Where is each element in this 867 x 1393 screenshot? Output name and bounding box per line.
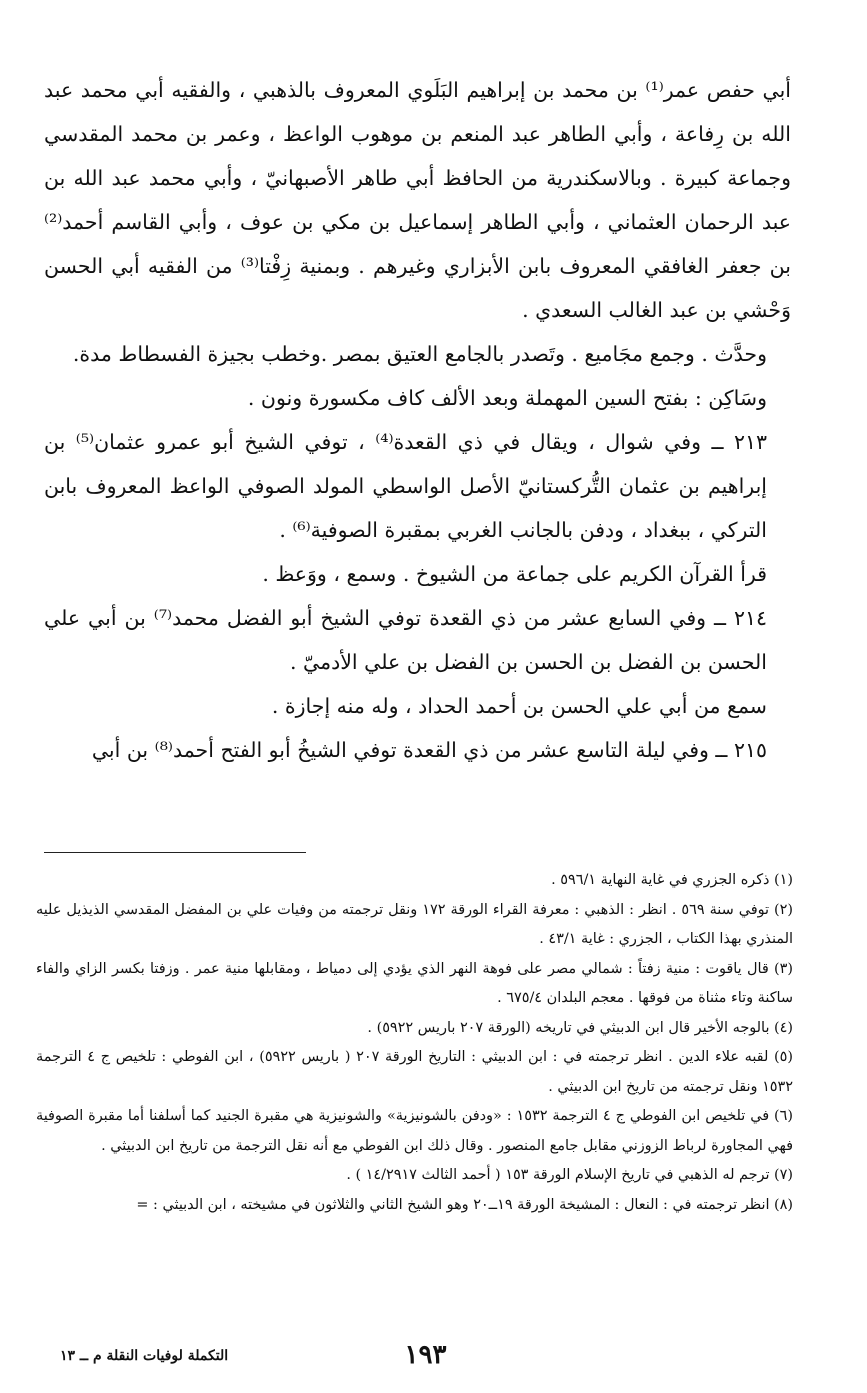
footnote-2: (٢) توفي سنة ٥٦٩ . انظر : الذهبي : معرفة القراء الورقة ١٧٢ ونقل ترجمته من وفيات علي بن المفضل المقدسي الذيذيل عليه المنذري بهذا الكتاب ، الجزري : غاية ٤٣/١ . <box>36 901 794 947</box>
paragraph-hadith: وحدَّث . وجمع مجَاميع . وتَصدر بالجامع العتيق بمصر .وخطب بجيزة الفسطاط مدة. <box>72 342 767 366</box>
footnotes <box>36 866 793 1220</box>
entry-215: ٢١٥ ــ وفي ليلة التاسع عشر من ذي القعدة توفي الشيخُ أبو الفتح أحمد⁽⁸⁾ بن أبي <box>91 738 767 762</box>
footnote-divider <box>44 852 306 853</box>
footnote-7: (٧) ترجم له الذهبي في تاريخ الإسلام الورقة ١٥٣ ( أحمد الثالث ١٤/٢٩١٧ ) . <box>346 1167 793 1183</box>
entry-213: ٢١٣ ــ وفي شوال ، ويقال في ذي القعدة⁽⁴⁾ ، توفي الشيخ أبو عمرو عثمان⁽⁵⁾ بن إبراهيم بن عثمان التُّركستانيّ الأصل الواسطي المولد الصوفي الواعظ المعروف بابن التركي ، ببغداد ، ودفن بالجانب الغربي بمقبرة الصوفية⁽⁶⁾ . <box>44 430 767 542</box>
footnote-8: (٨) انظر ترجمته في : النعال : المشيخة الورقة ١٩ــ٢٠ وهو الشيخ الثاني والثلاثون في مشيخته ، ابن الدبيثي : = <box>136 1196 793 1213</box>
page-footer <box>60 1340 791 1372</box>
paragraph-saakin: وسَاكِن : بفتح السين المهملة وبعد الألف كاف مكسورة ونون . <box>247 386 767 410</box>
footnote-6: (٦) في تلخيص ابن الفوطي ج ٤ الترجمة ١٥٣٢ : «ودفن بالشونيزية» والشونيزية هي مقبرة الجنيد كما أسلفنا أما مقبرة الصوفية فهي المجاورة لرباط الزوزني مقابل جامع المنصور . وقال ذلك ابن الفوطي مع أنه نقل الترجمة من تاريخ ابن الدبيثي . <box>36 1108 794 1154</box>
running-footer: التكملة لوفيات النقلة م ــ ١٣ <box>60 1348 229 1364</box>
footnote-5: (٥) لقبه علاء الدين . انظر ترجمته في : ابن الدبيثي : التاريخ الورقة ٢٠٧ ( باريس ٥٩٢٢) ، ابن الفوطي : تلخيص ج ٤ الترجمة ١٥٣٢ ونقل ترجمته من تاريخ ابن الدبيثي . <box>36 1049 794 1095</box>
main-text <box>44 68 791 772</box>
entry-214: ٢١٤ ــ وفي السابع عشر من ذي القعدة توفي الشيخ أبو الفضل محمد⁽⁷⁾ بن أبي علي الحسن بن الفضل بن الحسن بن الفضل بن علي الأدميّ . <box>44 606 767 674</box>
entry-213-detail: قرأ القرآن الكريم على جماعة من الشيوخ . وسمع ، ووَعظ . <box>262 562 767 586</box>
footnote-1: (١) ذكره الجزري في غاية النهاية ٥٩٦/١ . <box>551 872 793 888</box>
footnote-3: (٣) قال ياقوت : منية زفتاً : شمالي مصر على فوهة النهر الذي يؤدي إلى دمياط ، ومقابلها منية عمر . وزفتا بكسر الزاي والفاء ساكنة وتاء مثناة من فوقها . معجم البلدان ٦٧٥/٤ . <box>36 960 793 1006</box>
page-number: ١٩٣ <box>404 1340 447 1370</box>
paragraph-continuation: أبي حفص عمر⁽¹⁾ بن محمد بن إبراهيم البَلَوي المعروف بالذهبي ، والفقيه أبي محمد عبد الله بن رِفاعة ، وأبي الطاهر عبد المنعم بن موهوب الواعظ ، وعمر بن محمد المقدسي وجماعة كبيرة . وبالاسكندرية من الحافظ أبي طاهر الأصبهانيّ ، وأبي محمد عبد الله بن عبد الرحمان العثماني ، وأبي الطاهر إسماعيل بن مكي بن عوف ، وأبي القاسم أحمد⁽²⁾ بن جعفر الغافقي المعروف بابن الأبزاري وغيرهم . وبمنية زِفْتا⁽³⁾ من الفقيه أبي الحسن وَحْشي بن عبد الغالب السعدي . <box>44 78 791 322</box>
entry-214-detail: سمع من أبي علي الحسن بن أحمد الحداد ، وله منه إجازة . <box>271 694 767 718</box>
footnote-4: (٤) بالوجه الأخير قال ابن الدبيثي في تاريخه (الورقة ٢٠٧ باريس ٥٩٢٢) . <box>367 1019 793 1036</box>
